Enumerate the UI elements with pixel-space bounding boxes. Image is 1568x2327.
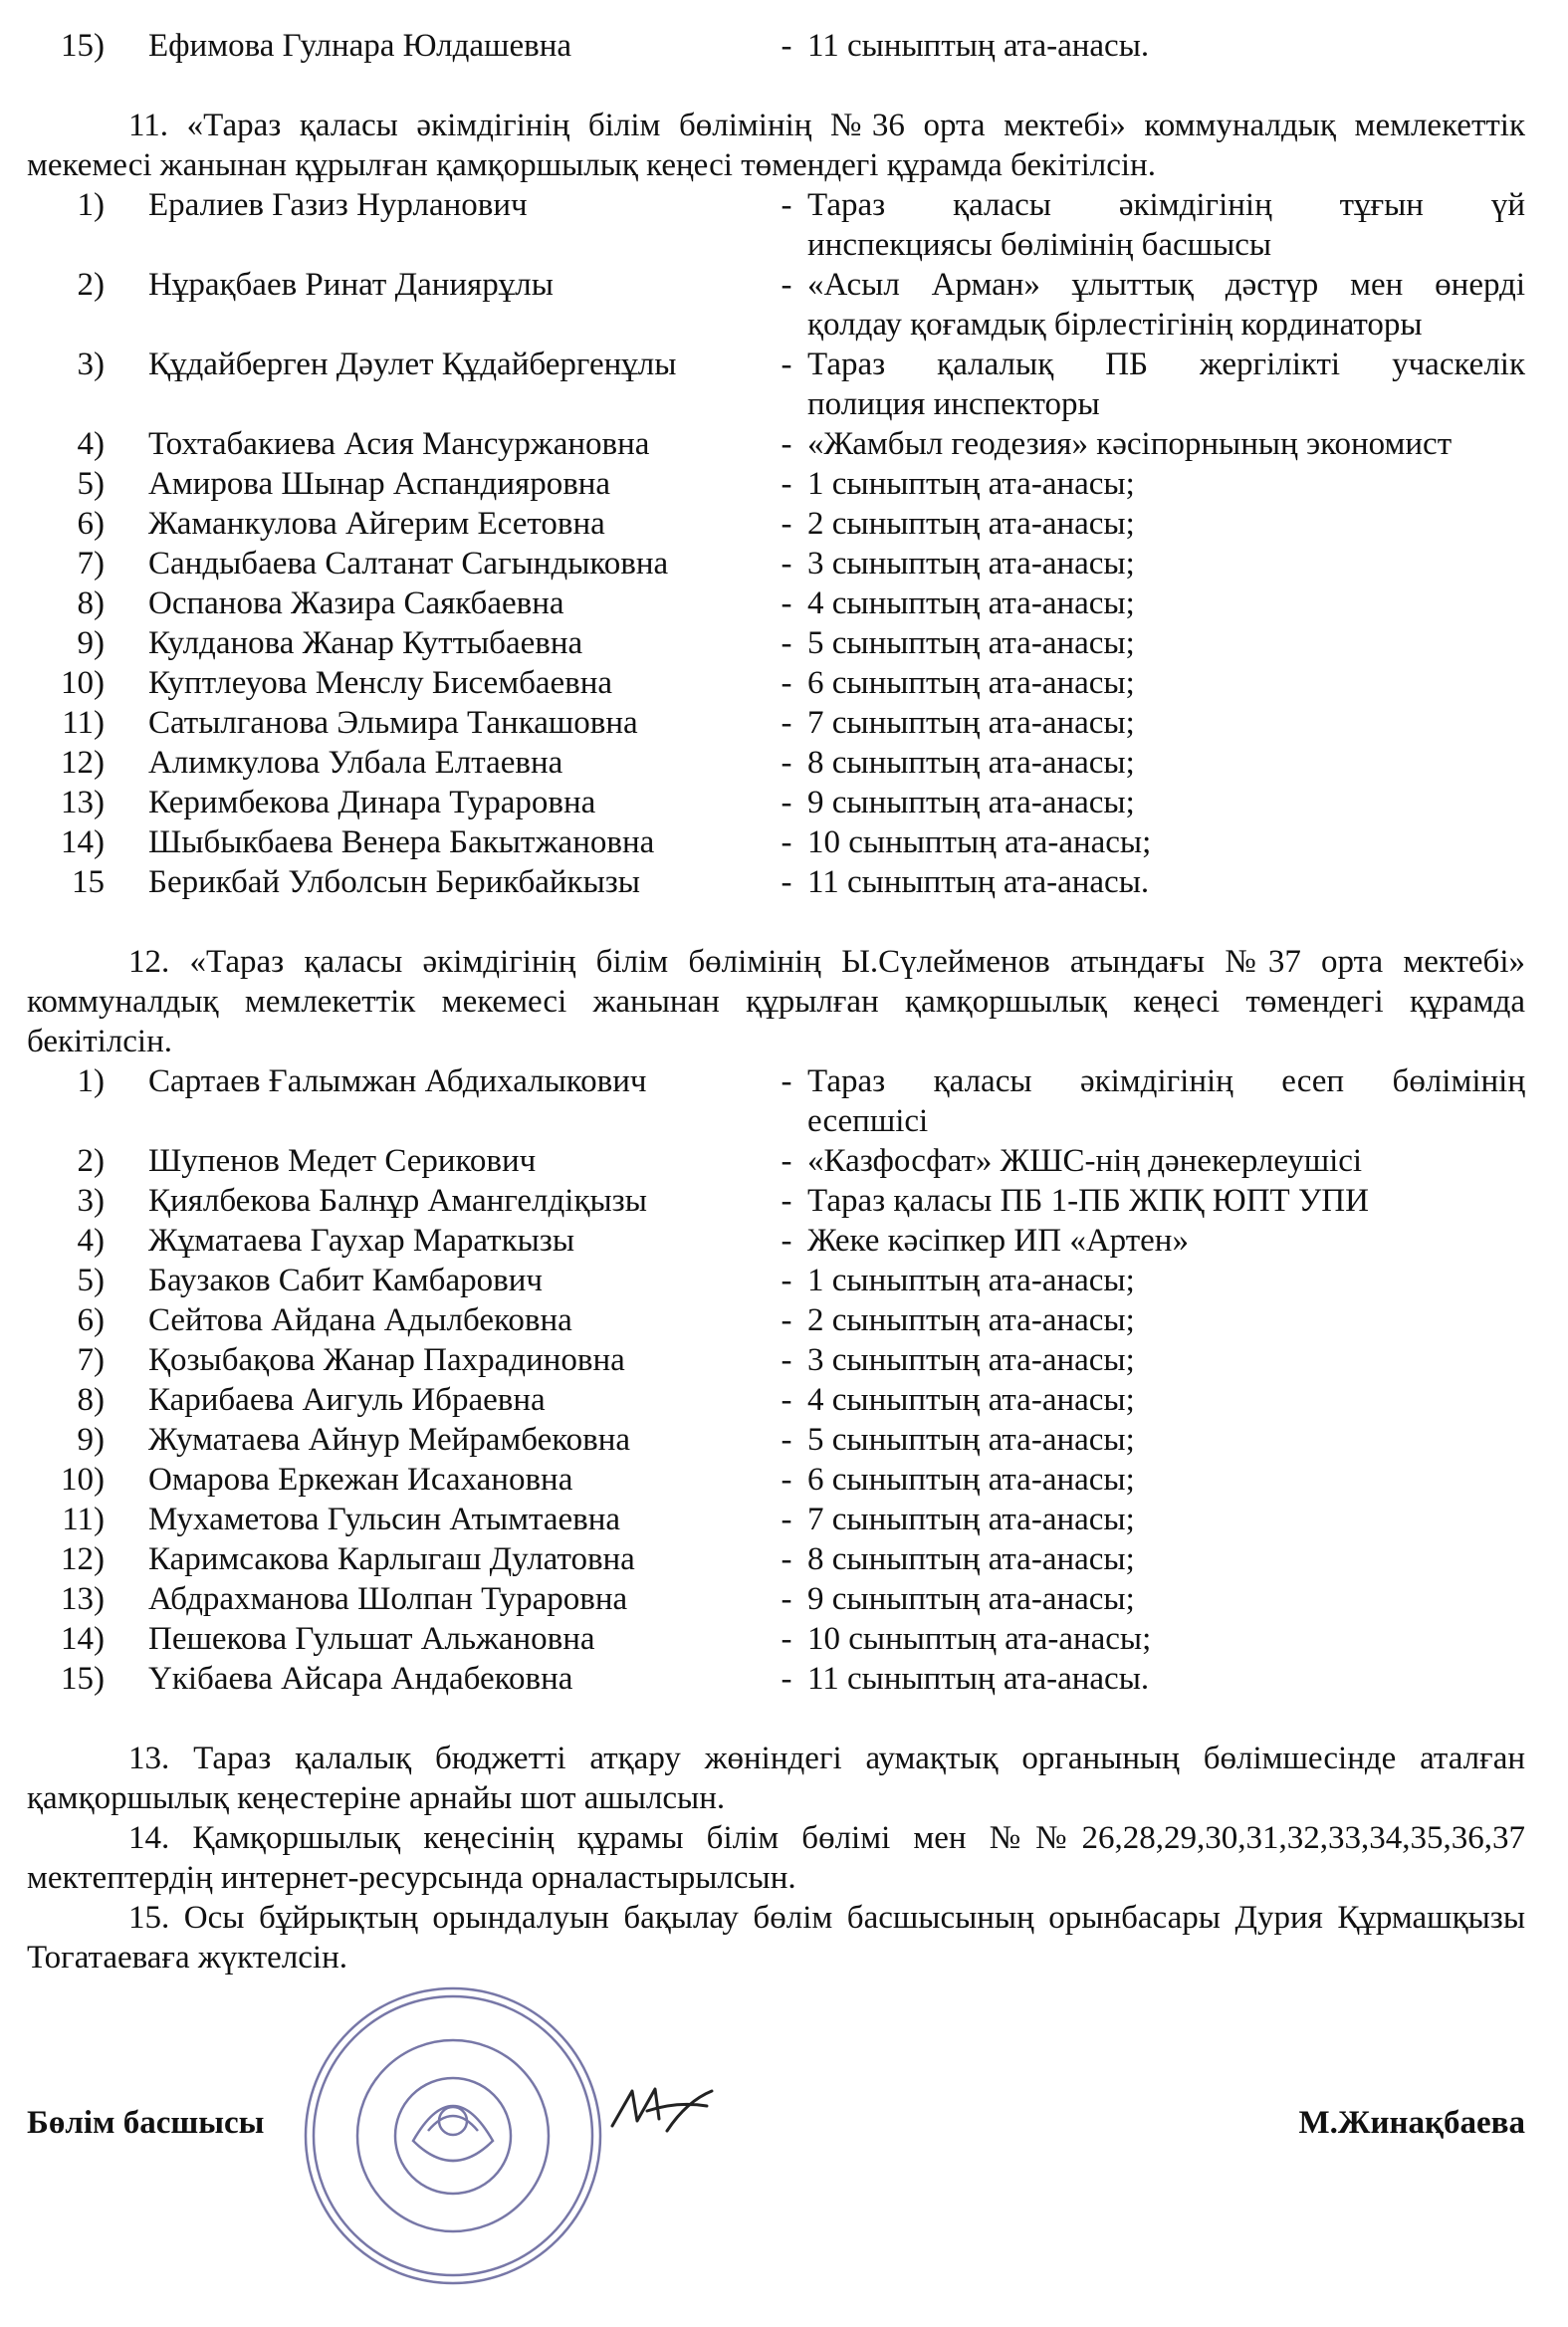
list-item [27, 703, 1525, 743]
paragraph-12: 12. «Тараз қаласы әкімдігінің білім бөлімінің Ы.Сүлейменов атындағы №37 орта мектебі» коммуналдық мемлекеттік мекемесі жанынан құрылған қамқоршылық кеңесі төмендегі құрамда бекітілсін. [27, 944, 1525, 1059]
member-role [807, 862, 1525, 902]
member-role [807, 544, 1525, 583]
item-number: 11) [62, 705, 105, 741]
member-role-line: инспекциясы бөлімінің басшысы [807, 227, 1272, 263]
item-number: 4) [77, 426, 105, 462]
member-name: Қозыбақова Жанар Пахрадиновна [148, 1342, 625, 1378]
member-name: Каримсакова Карлыгаш Дулатовна [148, 1541, 635, 1577]
list-item [27, 424, 1525, 464]
member-role-line: 9 сыныптың ата-анасы; [807, 785, 1135, 820]
dash: - [781, 785, 792, 820]
list-item [27, 464, 1525, 504]
signature-block [27, 2103, 1525, 2143]
member-role-line: 10 сыныптың ата-анасы; [807, 1621, 1152, 1657]
member-role-line: 4 сыныптың ата-анасы; [807, 585, 1135, 621]
dash: - [781, 864, 792, 900]
member-role [807, 583, 1525, 623]
member-name: Жұматаева Гаухар Мараткызы [148, 1223, 574, 1259]
dash: - [781, 28, 792, 64]
member-name: Оспанова Жазира Саякбаевна [148, 585, 564, 621]
list-item [27, 743, 1525, 783]
list-item [27, 265, 1525, 345]
member-name: Алимкулова Улбала Елтаевна [148, 745, 563, 781]
list-item [27, 544, 1525, 583]
member-role [807, 623, 1525, 663]
item-number: 3) [77, 1183, 105, 1219]
member-role [807, 783, 1525, 822]
item-number: 11) [62, 1502, 105, 1537]
member-role [807, 743, 1525, 783]
member-role [807, 265, 1525, 345]
item-number: 15 [72, 864, 105, 900]
item-number: 2) [77, 1143, 105, 1179]
member-role [807, 1221, 1525, 1261]
member-role [807, 504, 1525, 544]
item-number: 1) [77, 1063, 105, 1099]
member-role-line: 11 сыныптың ата-анасы. [807, 864, 1150, 900]
member-role [807, 1300, 1525, 1340]
item-number: 2) [77, 267, 105, 303]
dash: - [781, 546, 792, 582]
item-number: 9) [77, 625, 105, 661]
item-number: 1) [77, 187, 105, 223]
dash: - [781, 705, 792, 741]
member-role-line: 7 сыныптың ата-анасы; [807, 1502, 1135, 1537]
member-role-line: 8 сыныптың ата-анасы; [807, 1541, 1135, 1577]
list-item [27, 822, 1525, 862]
list-item [27, 185, 1525, 265]
item-number: 6) [77, 506, 105, 542]
item-number: 12) [61, 745, 105, 781]
dash: - [781, 1263, 792, 1298]
member-name: Ефимова Гулнара Юлдашевна [148, 28, 572, 64]
dash: - [781, 267, 792, 303]
list-item [27, 862, 1525, 902]
member-role-line: 8 сыныптың ата-анасы; [807, 745, 1135, 781]
list-item [27, 583, 1525, 623]
dash: - [781, 347, 792, 382]
list-item [27, 1579, 1525, 1619]
member-role-line: Тараз қаласы әкімдігінің есеп бөлімінің [807, 1063, 1525, 1099]
list-item [27, 663, 1525, 703]
list-item [27, 1659, 1525, 1699]
member-name: Сартаев Ғалымжан Абдихалыкович [148, 1063, 647, 1099]
item-number: 13) [61, 1581, 105, 1617]
item-number: 6) [77, 1302, 105, 1338]
list-item [27, 1619, 1525, 1659]
member-role-line: Тараз қалалық ПБ жергілікті учаскелік [807, 347, 1525, 382]
member-name: Нұрақбаев Ринат Даниярұлы [148, 267, 554, 303]
paragraph-11: 11. «Тараз қаласы әкімдігінің білім бөлімінің №36 орта мектебі» коммуналдық мемлекеттік мекемесі жанынан құрылған қамқоршылық кеңесі төмендегі құрамда бекітілсін. [27, 108, 1525, 183]
list-item [27, 1420, 1525, 1460]
dash: - [781, 1223, 792, 1259]
member-role [807, 1340, 1525, 1380]
member-role [807, 663, 1525, 703]
document-page [27, 26, 1525, 1978]
member-name: Жуматаева Айнур Мейрамбековна [148, 1422, 631, 1458]
list-item [27, 1300, 1525, 1340]
member-name: Жаманкулова Айгерим Есетовна [148, 506, 605, 542]
member-role [807, 1539, 1525, 1579]
item-number: 8) [77, 585, 105, 621]
list-item [27, 504, 1525, 544]
member-name: Тохтабакиева Асия Мансуржановна [148, 426, 650, 462]
dash: - [781, 1661, 792, 1697]
member-role-line: 6 сыныптың ата-анасы; [807, 665, 1135, 701]
member-role [807, 1420, 1525, 1460]
list-item [27, 1061, 1525, 1141]
item-number: 5) [77, 1263, 105, 1298]
item-number: 7) [77, 1342, 105, 1378]
member-role-line: Тараз қаласы әкімдігінің тұғын үй [807, 187, 1525, 223]
member-role [807, 345, 1525, 424]
list-item [27, 1380, 1525, 1420]
member-role-line: 5 сыныптың ата-анасы; [807, 625, 1135, 661]
member-role-line: «Казфосфат» ЖШС-нің дәнекерлеушісі [807, 1143, 1363, 1179]
paragraph-14: 14. Қамқоршылық кеңесінің құрамы білім бөлімі мен №№26,28,29,30,31,32,33,34,35,36,37 мектептердің интернет-ресурсында орналастырылсын. [27, 1820, 1525, 1896]
member-role [807, 1659, 1525, 1699]
member-role-line: полиция инспекторы [807, 386, 1100, 422]
member-role-line: 3 сыныптың ата-анасы; [807, 546, 1135, 582]
member-role [807, 1619, 1525, 1659]
list-item [27, 1460, 1525, 1500]
member-role [807, 1061, 1525, 1141]
member-list-12 [27, 1061, 1525, 1699]
dash: - [781, 1462, 792, 1498]
member-role-line: есепшісі [807, 1103, 929, 1139]
dash: - [781, 1422, 792, 1458]
paragraph-13: 13. Тараз қалалық бюджетті атқару жөніндегі аумақтық органының бөлімшесінде аталған қамқоршылық кеңестеріне арнайы шот ашылсын. [27, 1741, 1525, 1816]
dash: - [781, 466, 792, 502]
member-name: Куптлеуова Менслу Бисембаевна [148, 665, 613, 701]
signatory-name: М.Жинақбаева [1298, 2105, 1525, 2141]
member-role-line: 9 сыныптың ата-анасы; [807, 1581, 1135, 1617]
member-role-line: Тараз қаласы ПБ 1-ПБ ЖПҚ ЮПТ УПИ [807, 1183, 1369, 1219]
item-number: 7) [77, 546, 105, 582]
member-role-line: Жеке кәсіпкер ИП «Артен» [807, 1223, 1189, 1259]
member-role-line: 1 сыныптың ата-анасы; [807, 1263, 1135, 1298]
member-name: Қиялбекова Балнұр Амангелдіқызы [148, 1183, 647, 1219]
member-role [807, 1460, 1525, 1500]
item-number: 4) [77, 1223, 105, 1259]
member-name: Пешекова Гульшат Альжановна [148, 1621, 595, 1657]
member-list-11 [27, 185, 1525, 902]
dash: - [781, 745, 792, 781]
member-role [807, 424, 1525, 464]
dash: - [781, 187, 792, 223]
member-role-line: 2 сыныптың ата-анасы; [807, 1302, 1135, 1338]
dash: - [781, 1541, 792, 1577]
member-name: Абдрахманова Шолпан Тураровна [148, 1581, 628, 1617]
dash: - [781, 1581, 792, 1617]
dash: - [781, 1502, 792, 1537]
member-role [807, 1579, 1525, 1619]
member-role [807, 1181, 1525, 1221]
member-role-line: 6 сыныптың ата-анасы; [807, 1462, 1135, 1498]
list-item [27, 1261, 1525, 1300]
signatory-title: Бөлім басшысы [27, 2105, 265, 2141]
member-role-line: 3 сыныптың ата-анасы; [807, 1342, 1135, 1378]
member-name: Құдайберген Дәулет Құдайбергенұлы [148, 347, 677, 382]
member-name: Баузаков Сабит Камбарович [148, 1263, 543, 1298]
member-role: 11 сыныптың ата-анасы. [807, 28, 1150, 64]
member-role [807, 1500, 1525, 1539]
member-role-line: «Асыл Арман» ұлыттық дәстүр мен өнерді [807, 267, 1525, 303]
member-role [807, 1261, 1525, 1300]
member-role-line: «Жамбыл геодезия» кәсіпорнының экономист [807, 426, 1453, 462]
member-role-line: 1 сыныптың ата-анасы; [807, 466, 1135, 502]
dash: - [781, 506, 792, 542]
member-role-line: 10 сыныптың ата-анасы; [807, 824, 1152, 860]
item-number: 8) [77, 1382, 105, 1418]
member-name: Шупенов Медет Серикович [148, 1143, 537, 1179]
member-name: Сандыбаева Салтанат Сагындыковна [148, 546, 669, 582]
dash: - [781, 1063, 792, 1099]
member-role [807, 1141, 1525, 1181]
list-item [27, 1500, 1525, 1539]
dash: - [781, 665, 792, 701]
dash: - [781, 426, 792, 462]
item-number: 12) [61, 1541, 105, 1577]
member-role-line: қолдау қоғамдық бірлестігінің кординаторы [807, 307, 1423, 343]
dash: - [781, 824, 792, 860]
member-role [807, 464, 1525, 504]
member-name: Ералиев Газиз Нурланович [148, 187, 528, 223]
member-name: Сатылганова Эльмира Танкашовна [148, 705, 638, 741]
member-name: Кулданова Жанар Куттыбаевна [148, 625, 583, 661]
list-item [27, 1181, 1525, 1221]
list-item [27, 1340, 1525, 1380]
member-role [807, 1380, 1525, 1420]
item-number: 15) [61, 1661, 105, 1697]
dash: - [781, 1342, 792, 1378]
member-role [807, 822, 1525, 862]
dash: - [781, 1621, 792, 1657]
member-role-line: 7 сыныптың ата-анасы; [807, 705, 1135, 741]
member-role-line: 4 сыныптың ата-анасы; [807, 1382, 1135, 1418]
member-name: Амирова Шынар Аспандияровна [148, 466, 611, 502]
member-role-line: 5 сыныптың ата-анасы; [807, 1422, 1135, 1458]
list-item [27, 345, 1525, 424]
member-role-line: 2 сыныптың ата-анасы; [807, 506, 1135, 542]
paragraph-15: 15. Осы бұйрықтың орындалуын бақылау бөлім басшысының орынбасары Дурия Құрмашқызы Тогатаеваға жүктелсін. [27, 1900, 1525, 1976]
list-item [27, 623, 1525, 663]
member-name: Омарова Еркежан Исахановна [148, 1462, 573, 1498]
dash: - [781, 585, 792, 621]
dash: - [781, 1143, 792, 1179]
member-role [807, 703, 1525, 743]
list-item [27, 1141, 1525, 1181]
member-name: Үкібаева Айсара Андабековна [148, 1661, 573, 1697]
list-item [27, 26, 1525, 66]
dash: - [781, 1183, 792, 1219]
item-number: 14) [61, 1621, 105, 1657]
list-item [27, 783, 1525, 822]
item-number: 3) [77, 347, 105, 382]
list-item [27, 1221, 1525, 1261]
list-item [27, 1539, 1525, 1579]
item-number: 5) [77, 466, 105, 502]
item-number: 13) [61, 785, 105, 820]
item-number: 9) [77, 1422, 105, 1458]
member-role [807, 185, 1525, 265]
member-name: Керимбекова Динара Турaровна [148, 785, 596, 820]
dash: - [781, 625, 792, 661]
dash: - [781, 1382, 792, 1418]
member-role-line: 11 сыныптың ата-анасы. [807, 1661, 1150, 1697]
member-name: Карибаева Аигуль Ибраевна [148, 1382, 546, 1418]
dash: - [781, 1302, 792, 1338]
member-name: Сейтова Айдана Адылбековна [148, 1302, 572, 1338]
member-name: Мухаметова Гульсин Атымтаевна [148, 1502, 621, 1537]
item-number: 15) [61, 28, 105, 64]
member-name: Берикбай Улболсын Берикбайкызы [148, 864, 640, 900]
item-number: 14) [61, 824, 105, 860]
item-number: 10) [61, 1462, 105, 1498]
item-number: 10) [61, 665, 105, 701]
member-name: Шыбыкбаева Венера Бакытжановна [148, 824, 655, 860]
